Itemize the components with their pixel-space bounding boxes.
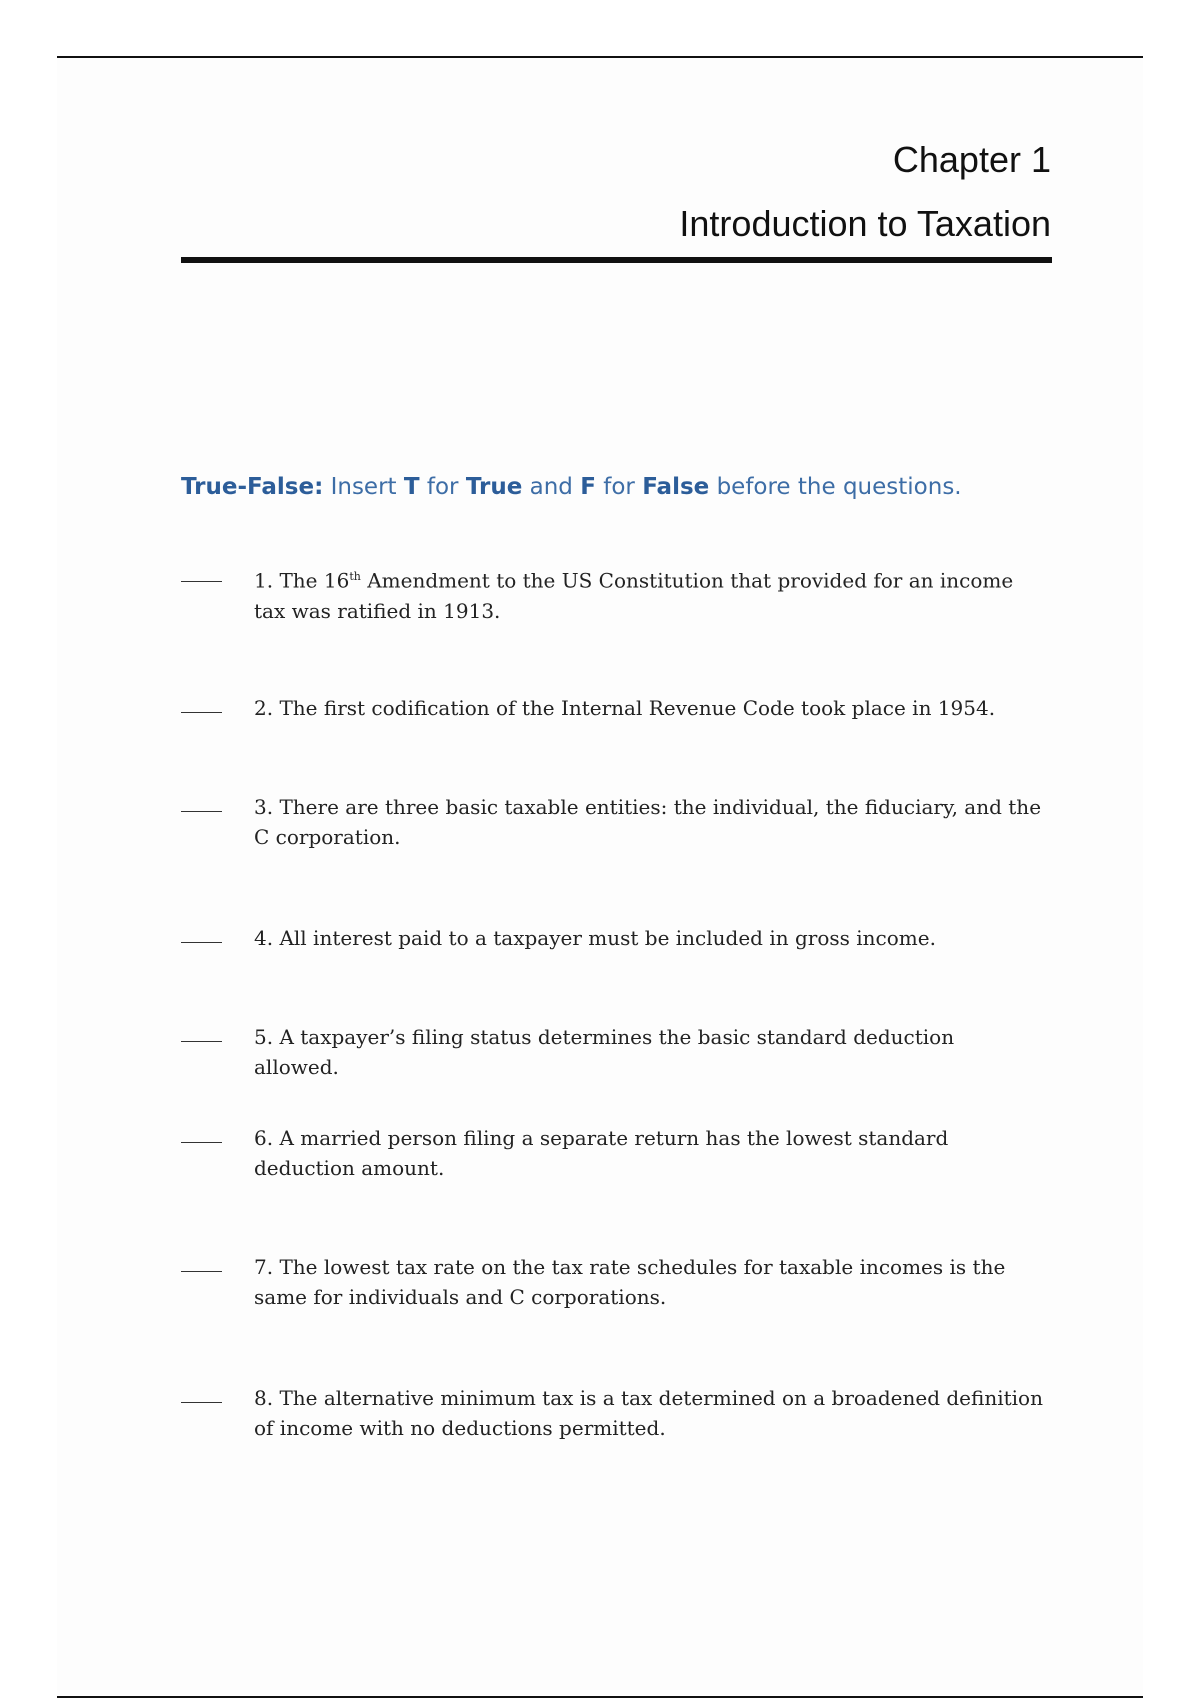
question-text: 2. The first codification of the Internal Revenue Code took place in 1954.: [254, 696, 996, 720]
answer-blank[interactable]: [181, 1402, 222, 1403]
answer-blank[interactable]: [181, 1271, 222, 1272]
question-text: 1. The 16th Amendment to the US Constitution that provided for an income tax was ratified in 1913.: [254, 568, 1014, 623]
page-bottom-border: [57, 1696, 1143, 1698]
answer-blank[interactable]: [181, 581, 222, 582]
answer-blank[interactable]: [181, 811, 222, 812]
question-text: 6. A married person filing a separate return has the lowest standard deduction amount.: [254, 1126, 949, 1180]
answer-blank[interactable]: [181, 712, 222, 713]
instruction-t: T: [403, 474, 420, 500]
section-label: True-False:: [181, 474, 324, 500]
chapter-heading: [679, 139, 1051, 244]
chapter-number: Chapter 1: [892, 139, 1051, 180]
title-underline: [181, 257, 1052, 263]
document-page: [57, 58, 1143, 1695]
question-text: 5. A taxpayer’s filing status determines the basic standard deduction allowed.: [254, 1025, 955, 1079]
chapter-title: Introduction to Taxation: [679, 203, 1051, 244]
question-text: 4. All interest paid to a taxpayer must be included in gross income.: [254, 926, 936, 950]
instructions: [181, 474, 1081, 500]
instruction-text: Insert: [330, 474, 397, 500]
question-text: 8. The alternative minimum tax is a tax determined on a broadened definition of income with no deductions permitted.: [254, 1386, 1043, 1440]
instruction-text: before the questions.: [716, 474, 962, 500]
instruction-f: F: [580, 474, 596, 500]
question-text: 3. There are three basic taxable entities: the individual, the fiduciary, and the C corporation.: [254, 795, 1042, 849]
answer-blank[interactable]: [181, 1142, 222, 1143]
instruction-false: False: [642, 474, 710, 500]
answer-blank[interactable]: [181, 942, 222, 943]
instruction-text: and: [529, 474, 573, 500]
question-text: 7. The lowest tax rate on the tax rate schedules for taxable incomes is the same for individuals and C corporations.: [254, 1255, 1006, 1309]
answer-blank[interactable]: [181, 1041, 222, 1042]
instruction-text: for: [603, 474, 635, 500]
instruction-text: for: [426, 474, 459, 500]
instruction-true: True: [465, 474, 523, 500]
